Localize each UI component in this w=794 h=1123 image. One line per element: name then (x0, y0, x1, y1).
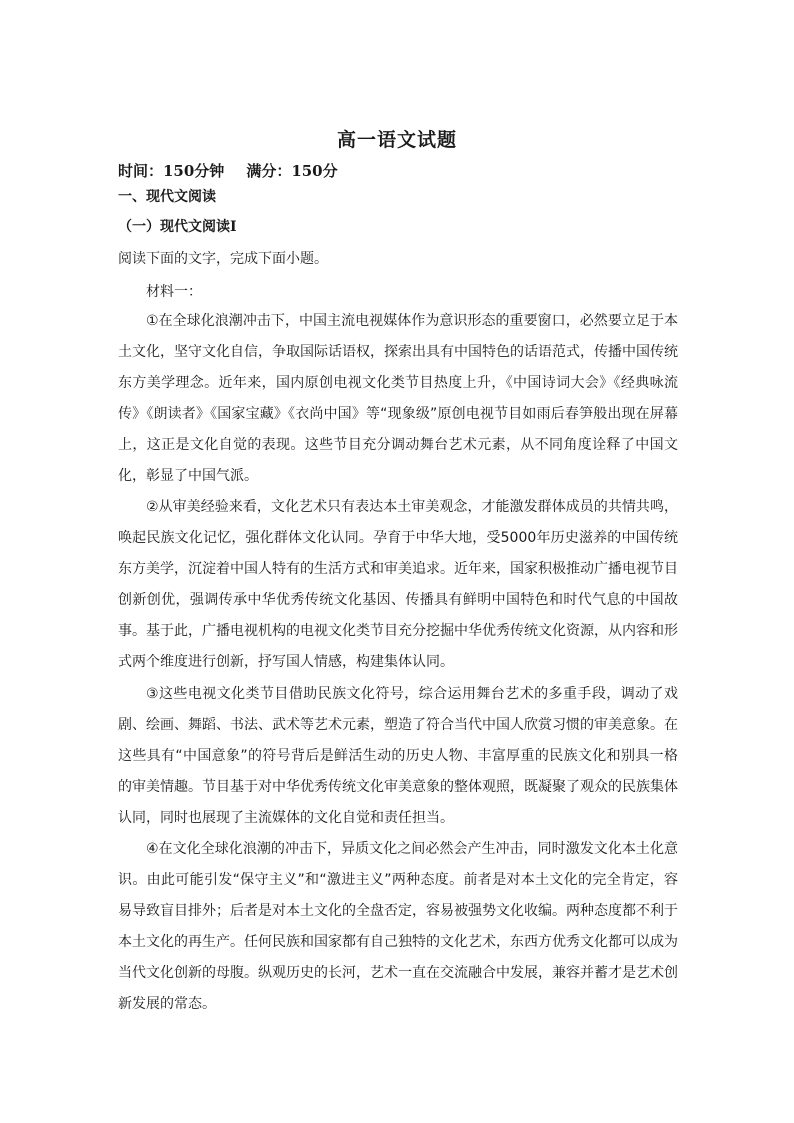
reading-instruction: 阅读下面的文字，完成下面小题。 (118, 251, 328, 267)
paragraph-3: ③这些电视文化类节目借助民族文化符号，综合运用舞台艺术的多重手段，调动了戏剧、绘画、舞蹈、书法、武术等艺术元素，塑造了符合当代中国人欣赏习惯的审美意象。在这些具有“中国意象”的符号背后是鲜活生动的历史人物、丰富厚重的民族文化和别具一格的审美情趣。节目基于对中华优秀传统文化审美意象的整体观照，既凝聚了观众的民族集体认同，同时也展现了主流媒体的文化自觉和责任担当。 (118, 686, 678, 826)
paragraph-4: ④在文化全球化浪潮的冲击下，异质文化之间必然会产生冲击，同时激发文化本土化意识。由此可能引发“保守主义”和“激进主义”两种态度。前者是对本土文化的完全肯定，容易导致盲目排外；后者是对本土文化的全盘否定，容易被强势文化收编。两种态度都不利于本土文化的再生产。任何民族和国家都有自己独特的文化艺术，东西方优秀文化都可以成为当代文化创新的母腹。纵观历史的长河，艺术一直在交流融合中发展，兼容并蓄才是艺术创新发展的常态。 (118, 841, 678, 1012)
exam-time: 时间：150分钟 (118, 162, 225, 180)
subsection-heading: （一）现代文阅读Ⅰ (118, 219, 237, 235)
section-heading: 一、现代文阅读 (118, 189, 216, 205)
paragraph-1: ①在全球化浪潮冲击下，中国主流电视媒体作为意识形态的重要窗口，必然要立足于本土文化，坚守文化自信，争取国际话语权，探索出具有中国特色的话语范式，传播中国传统东方美学理念。近年来，国内原创电视文化类节目热度上升，《中国诗词大会》《经典咏流传》《朗读者》《国家宝藏》《衣尚中国》等“现象级”原创电视节目如雨后春笋般出现在屏幕上，这正是文化自觉的表现。这些节目充分调动舞台艺术元素，从不同角度诠释了中国文化，彰显了中国气派。 (118, 313, 678, 484)
exam-full-score: 满分：150分 (246, 162, 338, 180)
paragraph-2: ②从审美经验来看，文化艺术只有表达本土审美观念，才能激发群体成员的共情共鸣，唤起民族文化记忆，强化群体文化认同。孕育于中华大地，受5000年历史滋养的中国传统东方美学，沉淀着中国人特有的生活方式和审美追求。近年来，国家积极推动广播电视节目创新创优，强调传承中华优秀传统文化基因、传播具有鲜明中国特色和时代气息的中国故事。基于此，广播电视机构的电视文化类节目充分挖掘中华优秀传统文化资源，从内容和形式两个维度进行创新，抒写国人情感，构建集体认同。 (118, 499, 678, 670)
exam-title: 高一语文试题 (336, 129, 457, 151)
exam-info-line (118, 160, 338, 181)
material-label: 材料一： (146, 284, 202, 300)
